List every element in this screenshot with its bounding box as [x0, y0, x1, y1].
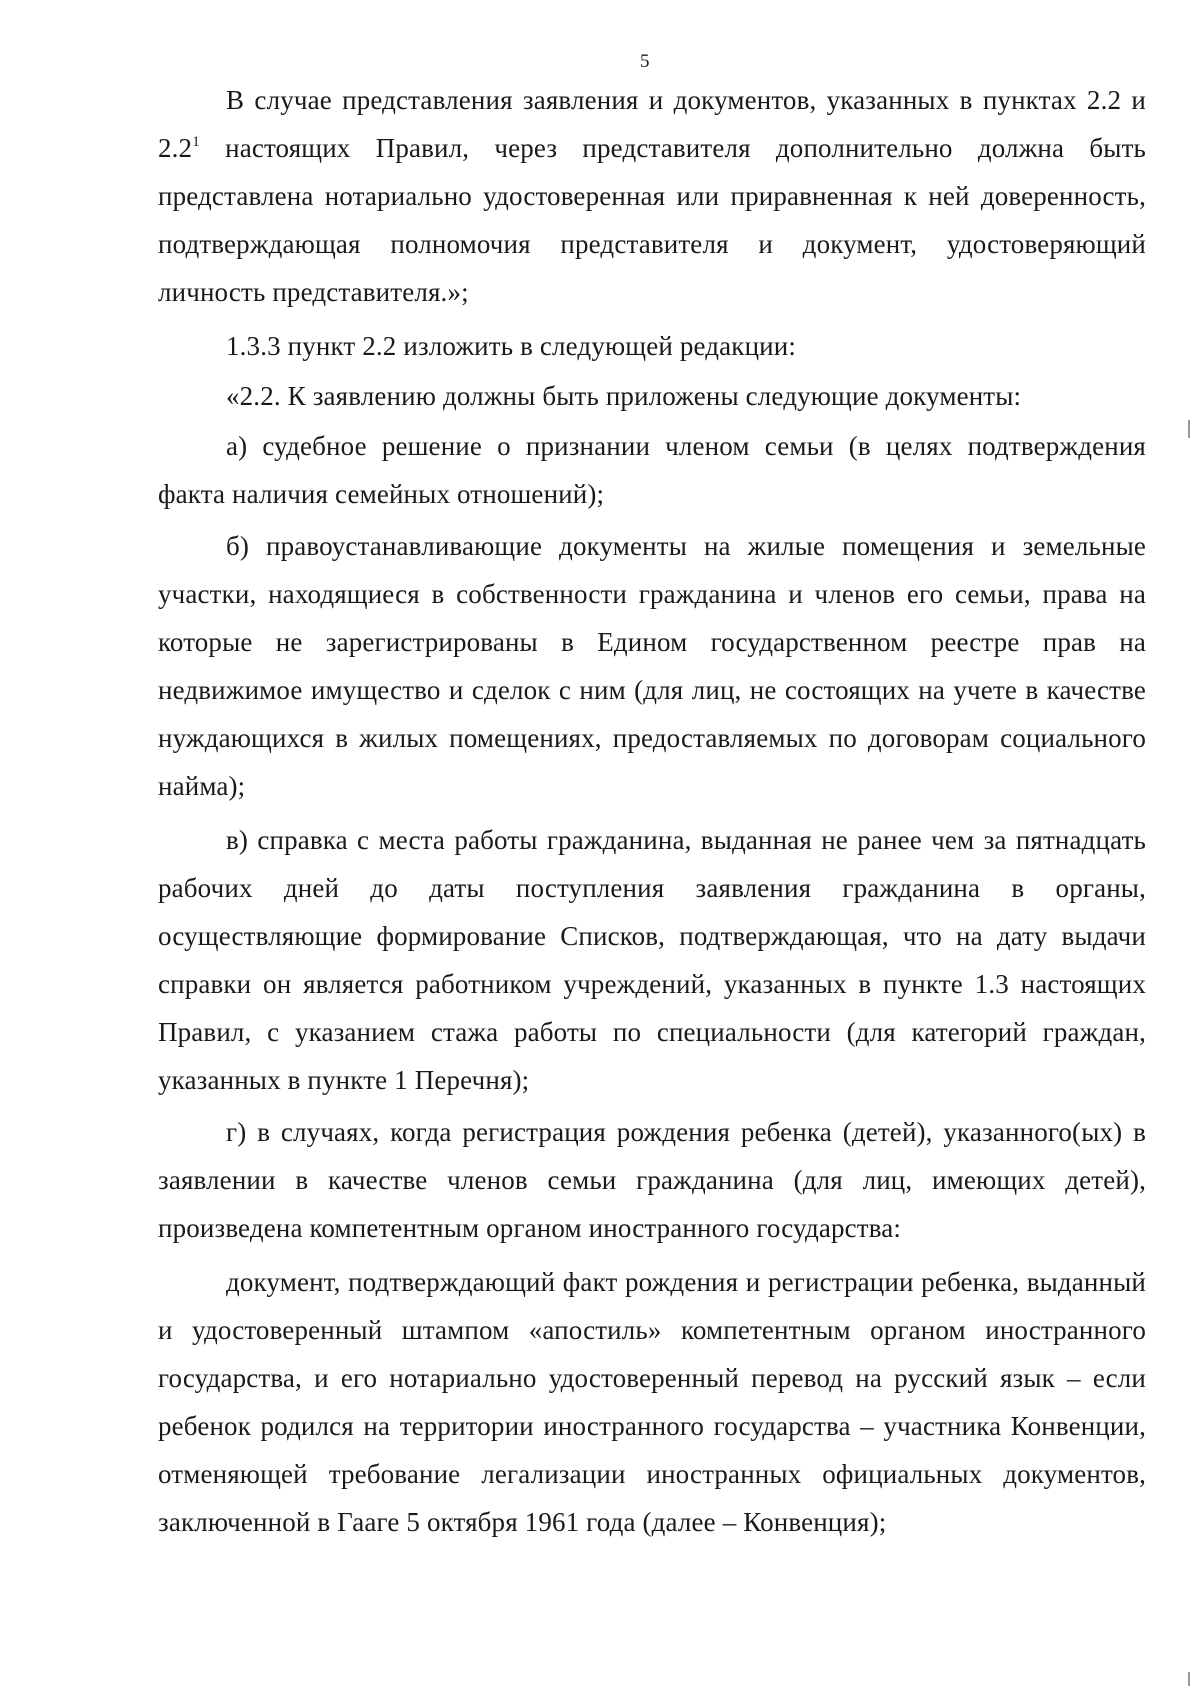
paragraph-item-b: б) правоустанавливающие документы на жилые помещения и земельные участки, находящиеся в собственности гражданина и членов его семьи, права на которые не зарегистрированы в Едином государственном реестре прав на недвижимое имущество и сделок с ним (для лиц, не состоящих на учете в качестве нуждающихся в жилых помещениях, предоставляемых по договорам социального найма);	[158, 531, 1146, 801]
paragraph-item-a: а) судебное решение о признании членом семьи (в целях подтверждения факта наличия семейных отношений);	[158, 431, 1146, 509]
paragraph-item-v: в) справка с места работы гражданина, выданная не ранее чем за пятнадцать рабочих дней до даты поступления заявления гражданина в органы, осуществляющие формирование Списков, подтверждающая, что на дату выдачи справки он является работником учреждений, указанных в пункте 1.3 настоящих Правил, с указанием стажа работы по специальности (для категорий граждан, указанных в пункте 1 Перечня);	[158, 825, 1146, 1095]
paragraph-documents-heading: «2.2. К заявлению должны быть приложены следующие документы:	[226, 381, 1022, 411]
paragraph-apostille-document: документ, подтверждающий факт рождения и регистрации ребенка, выданный и удостоверенный штампом «апостиль» компетентным органом иностранного государства, и его нотариально удостоверенный перевод на русский язык – если ребенок родился на территории иностранного государства – участника Конвенции, отменяющей требование легализации иностранных официальных документов, заключенной в Гааге 5 октября 1961 года (далее – Конвенция);	[158, 1267, 1146, 1537]
scan-edge-mark-bottom	[1188, 1672, 1190, 1686]
document-body	[158, 76, 1146, 1546]
paragraph-representative-text-start: В случае представления заявления и документов, указанных в пунктах 2.2 и 2.2	[158, 85, 1146, 163]
paragraph-representative	[158, 76, 1146, 316]
superscript-index: 1	[192, 134, 200, 150]
page-number-text: 5	[640, 51, 650, 72]
paragraph-amendment-intro: 1.3.3 пункт 2.2 изложить в следующей редакции:	[226, 331, 797, 361]
scan-edge-mark	[1188, 420, 1190, 438]
paragraph-item-g: г) в случаях, когда регистрация рождения ребенка (детей), указанного(ых) в заявлении в качестве членов семьи гражданина (для лиц, имеющих детей), произведена компетентным органом иностранного государства:	[158, 1117, 1146, 1243]
paragraph-representative-text-end: настоящих Правил, через представителя дополнительно должна быть представлена нотариально удостоверенная или приравненная к ней доверенность, подтверждающая полномочия представителя и документ, удостоверяющий личность представителя.»;	[158, 133, 1146, 307]
